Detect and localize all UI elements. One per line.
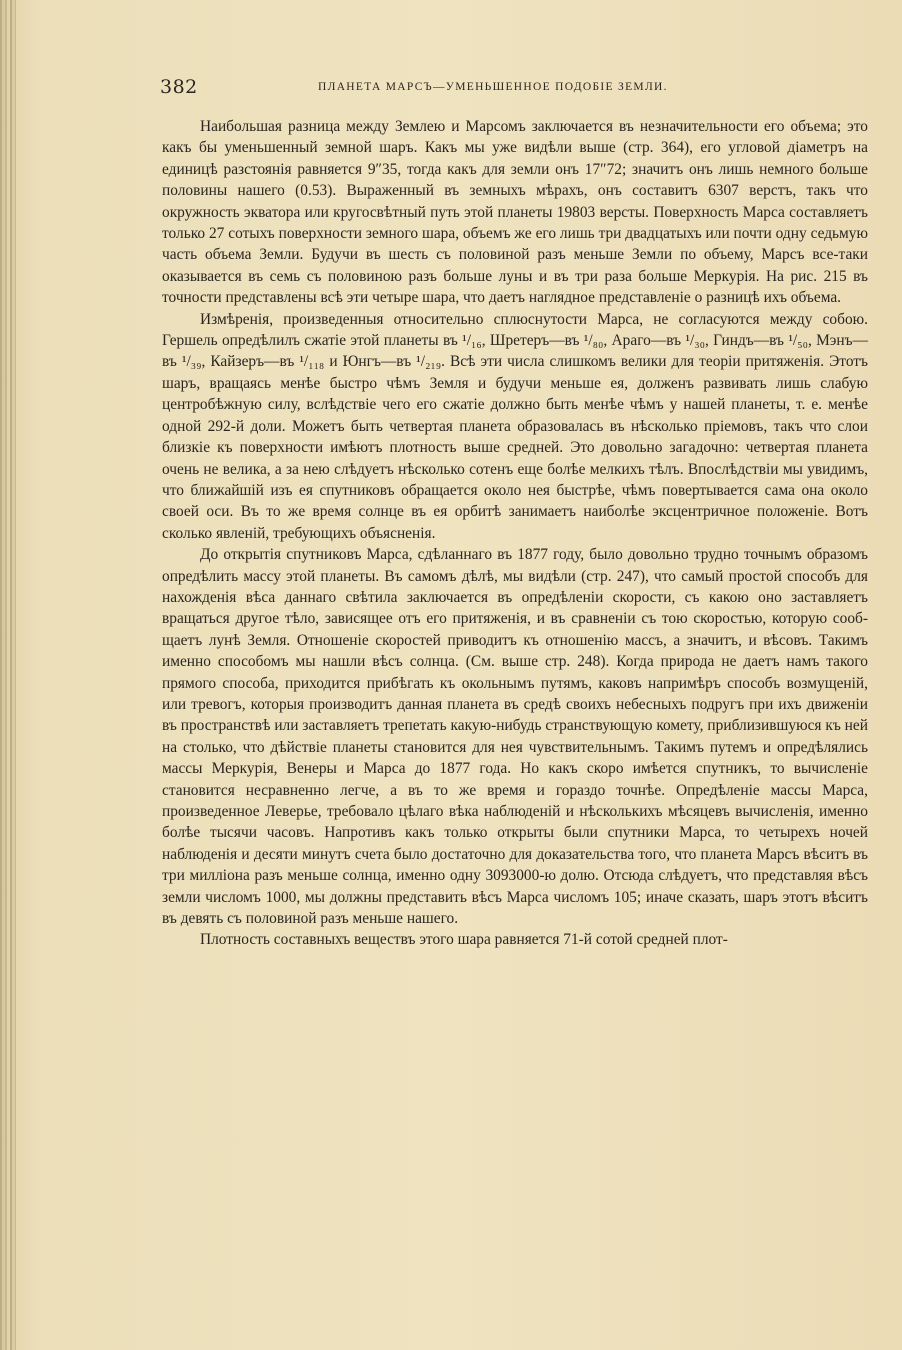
page-header (160, 76, 872, 102)
running-head: ПЛАНЕТА МАРСЪ—УМЕНЬШЕННОЕ ПОДОБІЕ ЗЕМЛИ. (318, 81, 668, 93)
binding-gutter (0, 0, 16, 1350)
page-body (162, 116, 868, 951)
paragraph-2: Измѣренія, произведенныя относительно сплюснутости Марса, не согласуются между собою. Гершель опредѣлилъ сжатіе этой планеты въ ¹/₁₆, Шретеръ—въ ¹/₈₀, Араго—въ ¹/₃₀, Гиндъ—въ ¹/₅₀, Мэнъ—въ ¹/₃₉, Кайзеръ—въ ¹/₁₁₈ и Юнгъ—въ ¹/₂₁₉. Всѣ эти числа слишкомъ велики для теоріи притяженія. Этотъ шаръ, вращаясь менѣе быстро чѣмъ Земля и будучи меньше ея, долженъ развивать лишь слабую центробѣжную силу, вслѣдствіе чего его сжатіе должно быть менѣе чѣмъ у нашей планеты, т. е. менѣе одной 292-й доли. Можетъ быть четвертая планета образовалась въ нѣсколько пріемовъ, такъ что слои близкіе къ поверхности имѣютъ плотность выше средней. Это довольно загадочно: четвертая планета очень не велика, а за нею слѣдуетъ нѣсколько сотенъ еще болѣе мелкихъ тѣлъ. Впослѣдствіи мы увидимъ, что ближайшій изъ ея спутниковъ обращается около нея быстрѣе, чѣмъ повертывается сама она около своей оси. Въ то же время солнце въ ея орбитѣ занимаетъ наиболѣе эксцентричное положеніе. Вотъ сколько явленій, требующихъ объясненія. (162, 310, 868, 542)
page-number: 382 (160, 76, 198, 98)
paragraph-1: Наибольшая разница между Землею и Марсомъ заключается въ незначительности его объема; это какъ бы уменьшенный земной шаръ. Какъ мы уже видѣли выше (стр. 364), его угловой діаметръ на единицѣ разстоянія равняется 9″35, тогда какъ для земли онъ 17″72; значитъ онъ лишь немного больше половины нашего (0.53). Выраженный въ земныхъ мѣрахъ, онъ составитъ 6307 верстъ, такъ что окружность экватора или кругосвѣтный путь этой планеты 19803 версты. Поверхность Марса составляетъ только 27 сотыхъ поверхности земного шара, объемъ же его лишь три двадцатыхъ или почти одну седьмую часть объема Земли. Будучи въ шесть съ половиной разъ меньше Земли по объему, Марсъ все-таки оказывается въ семь съ половиною разъ больше луны и въ три раза больше Меркурія. На рис. 215 въ точности представлены всѣ эти четыре шара, что даетъ наглядное представленіе о разницѣ ихъ объема. (162, 118, 868, 307)
paragraph-3: До открытія спутниковъ Марса, сдѣланнаго въ 1877 году, было довольно трудно точнымъ образомъ опредѣлить массу этой планеты. Въ самомъ дѣлѣ, мы видѣли (стр. 247), что самый простой способъ для нахожденія вѣса даннаго свѣтила заключается въ опредѣленіи скорости, съ какою оно заставляетъ вращаться другое тѣло, зависящее отъ его притяженія, и въ сравненіи съ тою скоростью, которую сообщаетъ лунѣ Земля. Отношеніе скоростей приводитъ къ отношенію массъ, а значитъ, и вѣсовъ. Такимъ именно способомъ мы нашли вѣсъ солнца. (См. выше стр. 248). Когда природа не даетъ намъ такого прямого способа, приходится прибѣгать къ окольнымъ путямъ, каковъ напримѣръ способъ возмущеній, или тревогъ, которыя производитъ данная планета въ средѣ своихъ небесныхъ подругъ при ихъ движеніи въ пространствѣ или заставляетъ трепетать какую-нибудь странствующую комету, приблизившуюся къ ней на столько, что дѣйствіе планеты становится для нея чувствительнымъ. Такимъ путемъ и опредѣлялись массы Меркурія, Венеры и Марса до 1877 года. Но какъ скоро имѣется спутникъ, то вычисленіе становится несравненно легче, а въ то же время и гораздо точнѣе. Опредѣленіе массы Марса, произведенное Леверье, требовало цѣлаго вѣка наблюденій и нѣсколькихъ мѣсяцевъ вычисленія, именно болѣе тысячи часовъ. Напротивъ какъ только открыты были спутники Марса, то четырехъ ночей наблюденія и десяти минутъ счета было достаточно для доказательства того, что планета Марсъ вѣситъ въ три милліона разъ меньше солнца, именно одну 3093000-ю долю. Отсюда слѣдуетъ, что представляя вѣсъ земли числомъ 1000, мы должны представить вѣсъ Марса числомъ 105; иначе сказать, шаръ этотъ вѣситъ въ девять съ половиной разъ меньше нашего. (162, 546, 868, 928)
paragraph-4: Плотность составныхъ веществъ этого шара равняется 71-й сотой средней плот- (200, 931, 728, 949)
